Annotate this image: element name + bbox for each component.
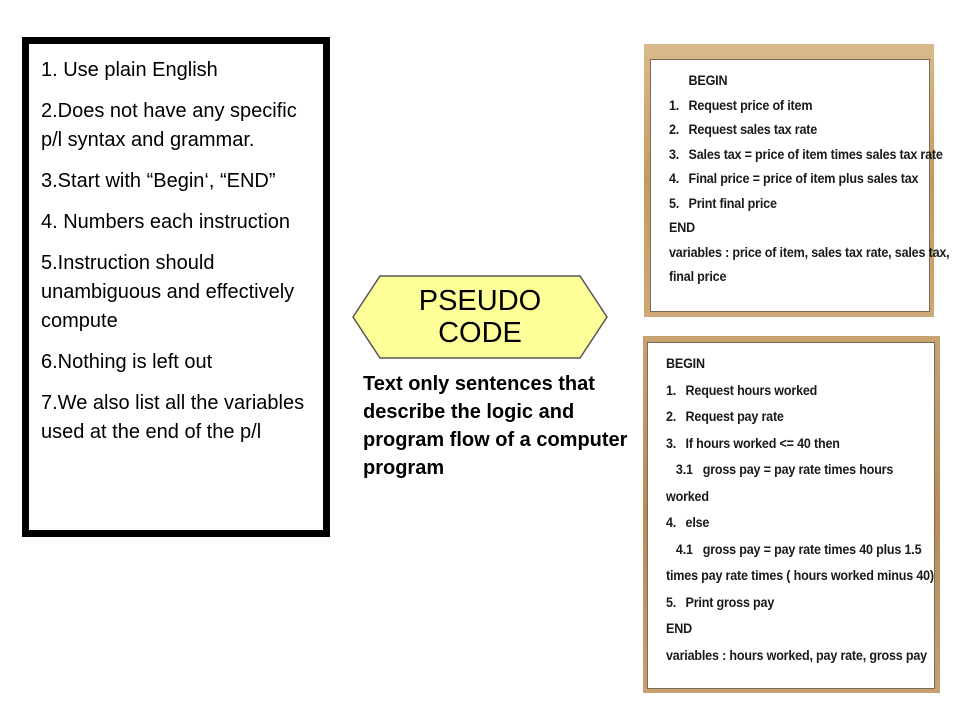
rule-5: 5.Instruction should unambiguous and effectively compute [41, 252, 295, 332]
pseudo-code-hexagon [352, 275, 608, 359]
rule-2: 2.Does not have any specific p/l syntax and grammar. [41, 100, 297, 151]
example-sales-tax-panel [644, 44, 950, 317]
example-sales-tax-code [650, 59, 950, 312]
rule-3: 3.Start with “Begin‘, “END” [41, 170, 276, 192]
code-line: worked [666, 488, 709, 504]
code-line: times pay rate times ( hours worked minus 40) [666, 568, 934, 583]
title-line-2: CODE [438, 317, 522, 349]
rule-7: 7.We also list all the variables used at the end of the p/l [41, 392, 305, 443]
code-line: 1. Request hours worked [666, 382, 818, 398]
code-line: 4.1 gross pay = pay rate times 40 plus 1.5 [666, 541, 922, 557]
hexagon-title [352, 285, 608, 349]
pseudo-code-description: Text only sentences that describe the logic and program flow of a computer program [363, 373, 628, 479]
code-line: variables : price of item, sales tax rate, sales tax, [669, 244, 950, 260]
rule-4: 4. Numbers each instruction [41, 211, 291, 233]
code-line: BEGIN [688, 73, 728, 88]
title-line-1: PSEUDO [418, 285, 542, 317]
example-gross-pay-panel [643, 336, 940, 693]
rule-6: 6.Nothing is left out [41, 351, 213, 373]
example-gross-pay-code [647, 342, 935, 689]
code-line: 3. If hours worked <= 40 then [666, 435, 840, 451]
code-line: 3.1 gross pay = pay rate times hours [666, 462, 894, 477]
code-line: BEGIN [666, 356, 705, 371]
code-line: 3. Sales tax = price of item times sales tax rate [669, 146, 943, 162]
code-line: 1. Request price of item [669, 97, 813, 113]
code-line: 5. Print final price [669, 195, 777, 211]
code-line: 2. Request sales tax rate [669, 122, 818, 137]
code-line: 2. Request pay rate [666, 409, 784, 424]
code-line: 4. else [666, 515, 710, 530]
code-line: 4. Final price = price of item plus sales tax [669, 171, 919, 186]
code-line: final price [669, 269, 727, 284]
code-line: variables : hours worked, pay rate, gross pay [666, 647, 927, 663]
pseudocode-rules-box [22, 37, 330, 537]
rule-1: 1. Use plain English [41, 59, 218, 81]
code-line: 5. Print gross pay [666, 594, 775, 610]
code-line: END [669, 220, 695, 235]
code-line: END [666, 621, 692, 636]
